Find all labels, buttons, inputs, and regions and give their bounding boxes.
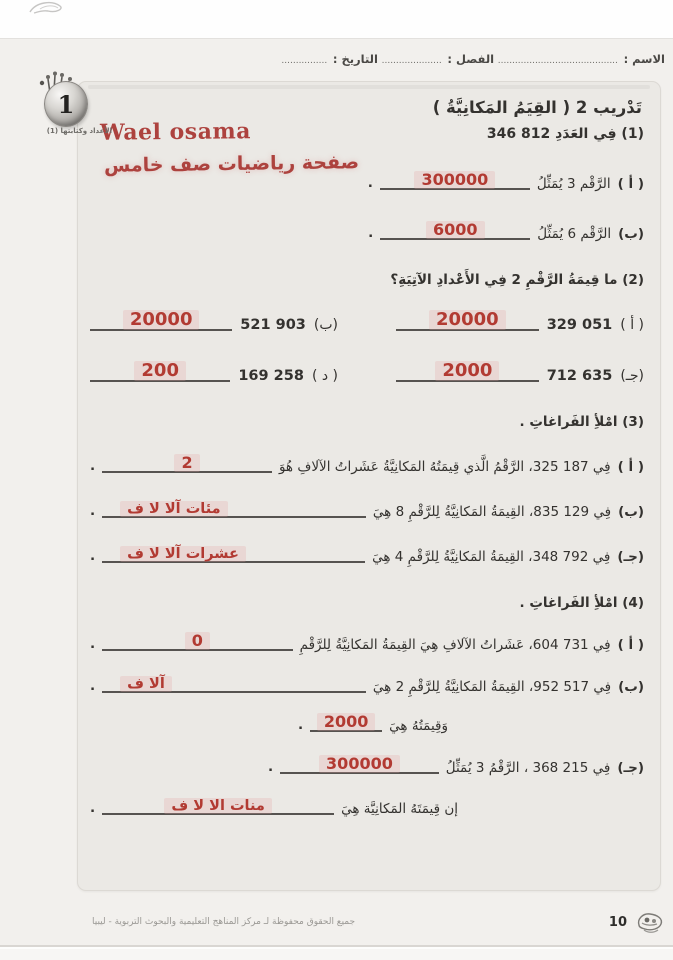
item-label: (جـ) [617, 760, 644, 776]
period: . [298, 717, 304, 733]
answer-blank [102, 791, 334, 815]
s3-item-b [90, 494, 644, 520]
answer-blank [310, 708, 382, 732]
handwritten-answer: 6000 [426, 221, 485, 239]
worksheet-panel [77, 81, 661, 891]
s4-item-c [268, 750, 644, 776]
lesson-number: 1 [57, 89, 75, 119]
section2-heading: (2) ما قِيمَةُ الرَّقْمِ 2 فِي الأَعْدادِ الآتِيَةِ؟ [390, 272, 644, 288]
handwritten-answer: عشرات آلا لا ف [120, 546, 246, 563]
answer-blank [90, 304, 232, 331]
name-blank-dots: .......................................... [497, 56, 618, 66]
date-label: التاريخ : [332, 52, 378, 66]
answer-blank [102, 539, 365, 563]
item-text: فِي ⁦835 129⁩، القِيمَةُ المَكانِيَّةُ لِلرَّقْمِ 8 هِيَ [372, 504, 612, 520]
item-text: فِي ⁦348 792⁩، القِيمَةُ المَكانِيَّةُ لِلرَّقْمِ 4 هِيَ [372, 549, 611, 565]
period: . [90, 678, 96, 694]
class-blank-dots: ..................... [381, 56, 442, 66]
period: . [268, 759, 274, 775]
s3-item-c [90, 539, 644, 565]
handwritten-student-name: Wael osama [99, 118, 252, 146]
s4-item-b-value-line [90, 708, 448, 734]
item-text: فِي ⁦368 215⁩ ، الرَّقْمُ 3 يُمَثِّلُ [445, 760, 611, 776]
item-label: (ب) [618, 679, 644, 695]
item-label: ( أ ) [617, 637, 644, 653]
s2-item-a [396, 304, 644, 333]
period: . [90, 548, 96, 564]
handwritten-page-note: صفحة رياضيات صف خامس [103, 151, 360, 177]
item-label: (جـ) [617, 549, 644, 565]
s3-item-a [90, 449, 644, 475]
handwritten-answer: مئات آلا لا ف [120, 501, 227, 518]
answer-blank [380, 166, 530, 190]
page-footer [0, 905, 673, 939]
item-text: الرَّقْم 6 يُمَثِّلُ [537, 226, 612, 242]
handwritten-answer: 20000 [429, 310, 506, 330]
item-number: 712 635 [546, 368, 613, 384]
period: . [90, 503, 96, 519]
section2-grid [90, 304, 644, 384]
handwritten-answer: 300000 [319, 755, 400, 773]
item-label: ( أ ) [617, 459, 644, 475]
item-text: فِي ⁦952 517⁩، القِيمَةُ المَكانِيَّةُ لِلرَّقْمِ 2 هِيَ [372, 679, 612, 695]
name-label: الاسم : [623, 52, 665, 66]
period: . [90, 800, 96, 816]
lesson-number-badge [42, 75, 90, 127]
item-number: 521 903 [240, 317, 306, 333]
answer-blank [102, 669, 366, 693]
page-number-group [609, 909, 665, 935]
s2-item-c [396, 355, 644, 384]
period: . [367, 175, 373, 191]
handwritten-answer: 200 [134, 361, 186, 381]
item-text: الرَّقْم 3 يُمَثِّلُ [536, 176, 611, 192]
item-label: ( أ ) [620, 317, 644, 333]
s4-item-b [90, 669, 644, 695]
s4-item-a [90, 627, 644, 653]
page-number: 10 [608, 914, 627, 930]
item-label: (ب) [618, 226, 644, 242]
handwritten-answer: 2000 [435, 361, 499, 381]
class-label: الفصل : [447, 52, 495, 66]
answer-blank [396, 355, 539, 382]
s2-item-b [90, 304, 338, 333]
period: . [90, 636, 96, 652]
section4-heading: (4) امْلأِ الفَراغاتِ . [519, 595, 644, 611]
handwritten-answer: 0 [185, 632, 210, 650]
item-text: وَقِيمَتُهُ هِيَ [389, 718, 448, 734]
date-blank-dots: ................ [281, 56, 328, 66]
item-number: 329 051 [546, 317, 613, 333]
item-text: إن قِيمَتَهُ المَكانِيَّة هِيَ [341, 801, 458, 817]
item-label: (ب) [618, 504, 644, 520]
top-margin-strip [0, 0, 673, 38]
answer-blank [380, 216, 530, 240]
section3-heading: (3) امْلأِ الفَراغاتِ . [519, 414, 644, 430]
section1-intro-number: 346 812 [486, 126, 551, 142]
handwritten-answer: منات الا لا ف [164, 798, 271, 815]
handwritten-answer: 300000 [414, 171, 495, 189]
item-text: فِي ⁦325 187⁩، الرَّقْمُ الَّذي قِيمَتُهُ المَكانِيَّةُ عَشَراتُ الآلافِ هُوَ [278, 459, 611, 475]
s2-item-d [90, 355, 338, 384]
unit-label: الأعداد وكتابتها (1) [46, 127, 112, 135]
s4-item-c-place-line [90, 791, 458, 817]
copyright-text: جميع الحقوق محفوظة لـ مركز المناهج التعليمية والبحوث التربوية - ليبيا [92, 917, 356, 927]
handwritten-answer: 2 [174, 454, 199, 472]
s1-item-b [90, 216, 644, 242]
header-fields [150, 52, 665, 66]
corner-scribble-icon [26, 0, 70, 16]
answer-blank [396, 304, 539, 331]
handwritten-answer: آلا ف [120, 676, 172, 693]
book-page [0, 38, 673, 947]
answer-blank [102, 449, 272, 473]
lesson-number-sphere [44, 81, 88, 127]
answer-blank [102, 494, 366, 518]
answer-blank [90, 355, 230, 382]
period: . [90, 458, 96, 474]
publisher-logo-icon [635, 909, 665, 935]
item-number: 169 258 [238, 368, 304, 384]
item-label: ( أ ) [617, 176, 644, 192]
item-label: (جـ) [620, 368, 644, 384]
item-label: ( د ) [311, 368, 338, 384]
bottom-margin-strip [0, 949, 673, 960]
item-label: (ب) [313, 317, 338, 333]
period: . [368, 225, 374, 241]
exercise-title: تَدْريب 2 ( القِيَمُ المَكانِيَّةُ ) [432, 98, 642, 117]
section1-intro-text: (1) فِي العَدَدِ [555, 126, 644, 142]
answer-blank [102, 627, 292, 651]
item-text: فِي ⁦604 731⁩، عَشَراتُ الآلافِ هِيَ القِيمَةُ المَكانِيَّةُ لِلرَّقْمِ [299, 637, 611, 653]
answer-blank [280, 750, 439, 774]
handwritten-answer: 20000 [123, 310, 200, 330]
handwritten-answer: 2000 [317, 713, 376, 731]
